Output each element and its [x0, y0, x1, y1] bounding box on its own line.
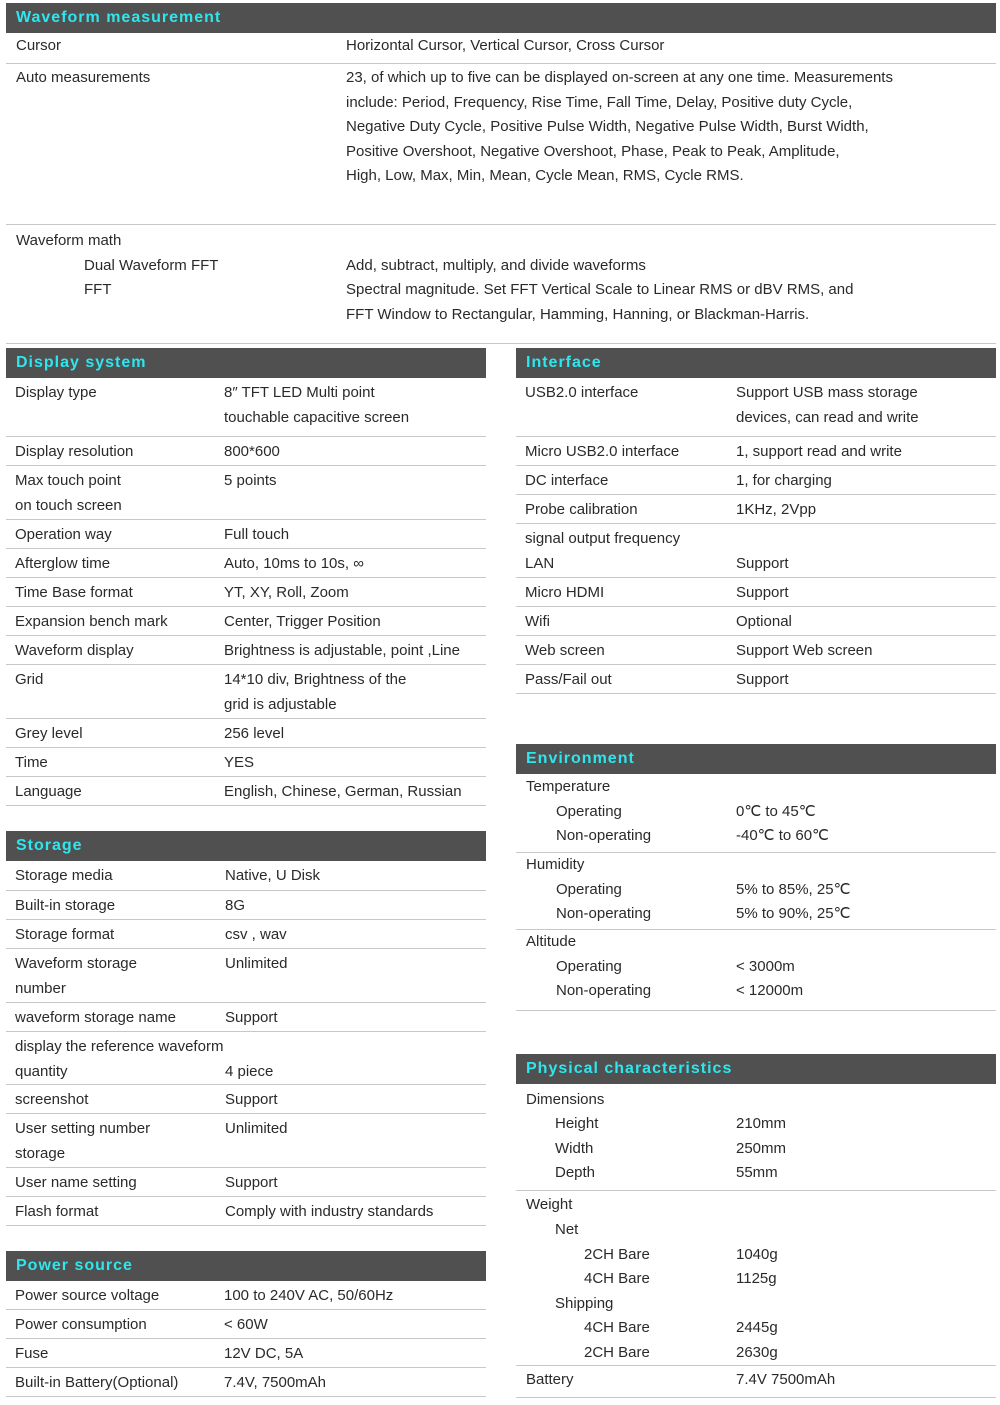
cursor-label: Cursor [16, 37, 62, 54]
display-row-label: Display resolution [15, 443, 134, 460]
display-row-label: Operation way [15, 526, 112, 543]
display-row-value: 5 points [224, 472, 277, 489]
dimensions-row [516, 1084, 996, 1191]
net-2ch-label: 2CH Bare [584, 1246, 650, 1263]
alt-operating-label: Operating [556, 958, 622, 975]
interface-row [516, 665, 996, 694]
display-row-label: Afterglow time [15, 555, 111, 572]
battery-label: Battery [526, 1371, 574, 1388]
storage-row-label: screenshot [15, 1091, 89, 1108]
temp-operating-label: Operating [556, 803, 622, 820]
storage-row-value: Comply with industry standards [225, 1203, 434, 1220]
height-value: 210mm [736, 1115, 787, 1132]
interface-row [516, 524, 996, 578]
storage-row-label: Storage format [15, 926, 115, 943]
power-row-value: 7.4V, 7500mAh [224, 1374, 327, 1391]
waveform-measurement-section [6, 3, 996, 344]
interface-row [516, 607, 996, 636]
interface-row-label: Pass/Fail out [525, 671, 612, 688]
hum-nonoperating-value: 5% to 90%, 25℃ [736, 905, 851, 922]
display-row [6, 378, 486, 437]
display-row-value: YT, XY, Roll, Zoom [224, 584, 349, 601]
display-row-label: Max touch point on touch screen [15, 472, 122, 514]
power-source-header: Power source [6, 1251, 486, 1281]
net-2ch-value: 1040g [736, 1246, 778, 1263]
display-row-label: Expansion bench mark [15, 613, 168, 630]
dual-waveform-fft-label: Dual Waveform FFT [84, 257, 219, 274]
storage-row [6, 891, 486, 920]
interface-row [516, 495, 996, 524]
storage-row [6, 1032, 486, 1085]
storage-row-value: Unlimited [225, 1120, 288, 1137]
physical-characteristics-section [516, 1054, 996, 1398]
interface-row-value: 1KHz, 2Vpp [736, 501, 817, 518]
environment-section [516, 744, 996, 1011]
display-row-value: English, Chinese, German, Russian [224, 783, 462, 800]
power-row-value: 12V DC, 5A [224, 1345, 304, 1362]
fft-value: Spectral magnitude. Set FFT Vertical Scale to Linear RMS or dBV RMS, and FFT Window to Rectangular, Hamming, Hanning, or Blackman-Harris. [346, 281, 854, 323]
power-row-label: Built-in Battery(Optional) [15, 1374, 179, 1391]
interface-row-label: Web screen [525, 642, 605, 659]
power-row-label: Power consumption [15, 1316, 147, 1333]
width-value: 250mm [736, 1140, 787, 1157]
power-source-section [6, 1251, 486, 1397]
hum-operating-label: Operating [556, 881, 622, 898]
storage-row-label: User setting number storage [15, 1120, 151, 1162]
display-system-section [6, 348, 486, 806]
storage-row-label: Storage media [15, 867, 113, 884]
waveform-math-row [6, 225, 996, 344]
weight-row [516, 1191, 996, 1366]
waveform-measurement-header: Waveform measurement [6, 3, 996, 33]
power-row-value: 100 to 240V AC, 50/60Hz [224, 1287, 394, 1304]
storage-header: Storage [6, 831, 486, 861]
environment-header: Environment [516, 744, 996, 774]
power-row [6, 1310, 486, 1339]
alt-nonoperating-value: < 12000m [736, 982, 804, 999]
display-row [6, 607, 486, 636]
storage-row-value: 4 piece [225, 1062, 274, 1080]
display-row-value: 800*600 [224, 443, 280, 460]
storage-row-value: Support [225, 1009, 278, 1026]
interface-row-label: Wifi [525, 613, 550, 630]
interface-row-value: Optional [736, 613, 792, 630]
display-row-value: Center, Trigger Position [224, 613, 381, 630]
fft-label: FFT [84, 281, 112, 298]
temp-nonoperating-label: Non-operating [556, 827, 652, 844]
storage-row-value: Native, U Disk [225, 867, 321, 884]
power-row-label: Power source voltage [15, 1287, 160, 1304]
storage-row-label: Flash format [15, 1203, 99, 1220]
interface-row-label: USB2.0 interface [525, 384, 639, 401]
dual-waveform-fft-value: Add, subtract, multiply, and divide waveforms [346, 257, 646, 274]
storage-row [6, 1114, 486, 1168]
storage-row-label: Waveform storage number [15, 955, 137, 997]
storage-row [6, 920, 486, 949]
ship-4ch-label: 4CH Bare [584, 1319, 650, 1336]
display-row [6, 719, 486, 748]
humidity-row [516, 853, 996, 930]
auto-measurements-value: 23, of which up to five can be displayed on-screen at any one time. Measurements include: Period, Frequency, Rise Time, Fall Time, Delay, Positive duty Cycle, Negative Duty Cycle, Positive Pulse Width, Negative Pulse Width, Burst Width, Positive Overshoot, Negative Overshoot, Phase, Peak to Peak, Amplitude, High, Low, Max, Min, Mean, Cycle Mean, RMS, Cycle RMS. [346, 69, 893, 184]
interface-row [516, 578, 996, 607]
display-row-label: Grey level [15, 725, 83, 742]
net-4ch-label: 4CH Bare [584, 1270, 650, 1287]
interface-row-label: DC interface [525, 472, 609, 489]
storage-row [6, 1168, 486, 1197]
interface-row-value: Support Web screen [736, 642, 873, 659]
power-row [6, 1281, 486, 1310]
battery-row [516, 1366, 996, 1398]
interface-row [516, 437, 996, 466]
net-4ch-value: 1125g [736, 1270, 777, 1287]
display-row [6, 636, 486, 665]
storage-row-label: Built-in storage [15, 897, 116, 914]
display-row-label: Time [15, 754, 48, 771]
storage-row-value: Support [225, 1091, 278, 1108]
height-label: Height [555, 1115, 599, 1132]
display-row-value: 14*10 div, Brightness of the grid is adjustable [224, 671, 407, 713]
temp-nonoperating-value: -40℃ to 60℃ [736, 827, 829, 844]
interface-row-label: Probe calibration [525, 501, 638, 518]
display-row-value: Auto, 10ms to 10s, ∞ [224, 555, 364, 572]
cursor-row [6, 33, 996, 64]
display-row-label: Time Base format [15, 584, 133, 601]
temp-operating-value: 0℃ to 45℃ [736, 803, 816, 820]
temperature-row [516, 774, 996, 853]
ship-2ch-label: 2CH Bare [584, 1344, 650, 1361]
interface-row [516, 378, 996, 437]
storage-section [6, 831, 486, 1226]
interface-row [516, 466, 996, 495]
auto-measurements-row [6, 64, 996, 225]
power-row [6, 1339, 486, 1368]
interface-rows [516, 378, 996, 694]
interface-row-value: Support [736, 584, 789, 601]
interface-row-label: Micro HDMI [525, 584, 605, 601]
storage-row [6, 1085, 486, 1114]
storage-row-value: Unlimited [225, 955, 288, 972]
altitude-row [516, 930, 996, 1011]
storage-row-value: csv , wav [225, 926, 287, 943]
power-row-value: < 60W [224, 1316, 268, 1333]
shipping-label: Shipping [555, 1295, 614, 1312]
waveform-math-label: Waveform math [16, 232, 122, 249]
storage-row [6, 861, 486, 891]
interface-row-value: 1, for charging [736, 472, 832, 489]
storage-row [6, 1197, 486, 1226]
display-row [6, 748, 486, 777]
humidity-label: Humidity [526, 856, 585, 873]
depth-label: Depth [555, 1164, 596, 1181]
hum-nonoperating-label: Non-operating [556, 905, 652, 922]
display-row-value: YES [224, 754, 255, 771]
display-row [6, 437, 486, 466]
interface-row-label: Micro USB2.0 interface [525, 443, 680, 460]
interface-section [516, 348, 996, 694]
interface-row-label: signal output frequency LAN [525, 530, 681, 572]
interface-row [516, 636, 996, 665]
storage-row-value: Support [225, 1174, 278, 1191]
ship-2ch-value: 2630g [736, 1344, 778, 1361]
dimensions-label: Dimensions [526, 1091, 605, 1108]
ship-4ch-value: 2445g [736, 1319, 778, 1336]
alt-nonoperating-label: Non-operating [556, 982, 652, 999]
interface-header: Interface [516, 348, 996, 378]
interface-row-value: Support [736, 554, 789, 572]
display-row [6, 578, 486, 607]
altitude-label: Altitude [526, 933, 577, 950]
hum-operating-value: 5% to 85%, 25℃ [736, 881, 851, 898]
power-row-label: Fuse [15, 1345, 49, 1362]
width-label: Width [555, 1140, 594, 1157]
display-row-value: 8″ TFT LED Multi point touchable capacitive screen [224, 384, 410, 426]
cursor-value: Horizontal Cursor, Vertical Cursor, Cross Cursor [346, 37, 665, 54]
weight-label: Weight [526, 1196, 573, 1213]
net-label: Net [555, 1221, 579, 1238]
battery-value: 7.4V 7500mAh [736, 1371, 836, 1388]
display-system-rows [6, 378, 486, 806]
display-row [6, 549, 486, 578]
storage-row-label: display the reference waveform quantity [15, 1038, 224, 1080]
display-row-value: Full touch [224, 526, 290, 543]
storage-row [6, 1003, 486, 1032]
power-row [6, 1368, 486, 1397]
display-row-label: Grid [15, 671, 44, 688]
physical-characteristics-header: Physical characteristics [516, 1054, 996, 1084]
interface-row-value: Support USB mass storage devices, can read and write [736, 384, 919, 426]
display-row-value: 256 level [224, 725, 285, 742]
temperature-label: Temperature [526, 778, 611, 795]
interface-row-value: Support [736, 671, 789, 688]
display-system-header: Display system [6, 348, 486, 378]
display-row [6, 777, 486, 806]
interface-row-value: 1, support read and write [736, 443, 902, 460]
display-row-label: Language [15, 783, 82, 800]
storage-rows [6, 861, 486, 1226]
power-source-rows [6, 1281, 486, 1397]
display-row [6, 665, 486, 719]
storage-row-label: waveform storage name [15, 1009, 176, 1026]
depth-value: 55mm [736, 1164, 778, 1181]
display-row-label: Waveform display [15, 642, 134, 659]
storage-row [6, 949, 486, 1003]
display-row [6, 520, 486, 549]
storage-row-label: User name setting [15, 1174, 137, 1191]
alt-operating-value: < 3000m [736, 958, 795, 975]
display-row-label: Display type [15, 384, 97, 401]
display-row-value: Brightness is adjustable, point ,Line [224, 642, 460, 659]
auto-measurements-label: Auto measurements [16, 69, 151, 86]
storage-row-value: 8G [225, 897, 246, 914]
display-row [6, 466, 486, 520]
